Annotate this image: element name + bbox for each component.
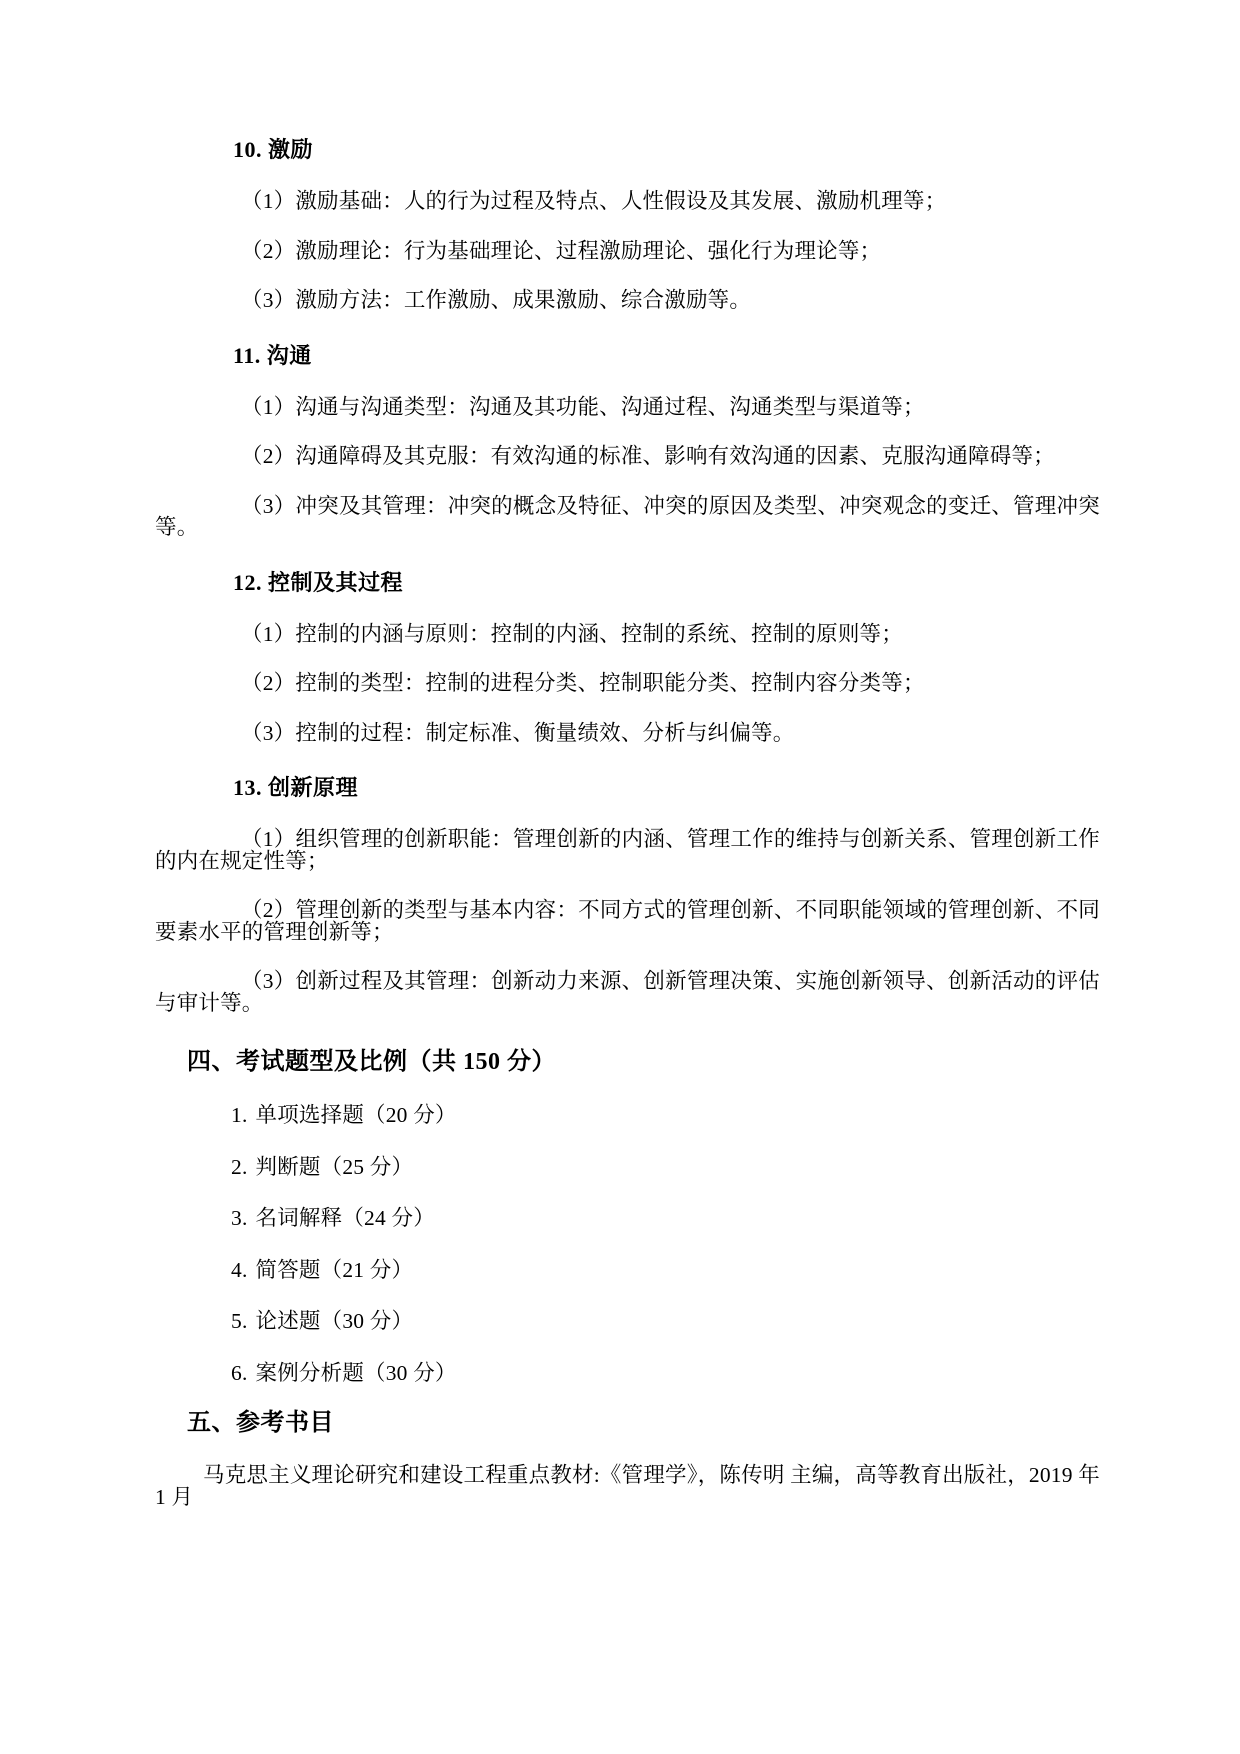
section-11-item-1: （1）沟通与沟通类型：沟通及其功能、沟通过程、沟通类型与渠道等； — [241, 394, 925, 419]
references-heading: 五、参考书目 — [187, 1410, 334, 1436]
exam-item-label: 案例分析题（30 分） — [255, 1360, 457, 1385]
section-12-item-1: （1）控制的内涵与原则：控制的内涵、控制的系统、控制的原则等； — [241, 621, 903, 646]
reference-entry: 马克思主义理论研究和建设工程重点教材:《管理学》，陈传明 主编，高等教育出版社，2019 年 1 月 — [155, 1463, 1100, 1509]
exam-item-number: 4. — [231, 1257, 248, 1282]
section-heading-11 — [155, 326, 1100, 383]
exam-item-number: 2. — [231, 1154, 248, 1179]
section-title: 激励 — [268, 137, 314, 162]
section-number: 10. — [233, 137, 262, 162]
section-number: 12. — [233, 569, 262, 595]
section-13-item-3: （3）创新过程及其管理：创新动力来源、创新管理决策、实施创新领导、创新活动的评估与审计等。 — [155, 969, 1100, 1015]
section-13-item-2: （2）管理创新的类型与基本内容：不同方式的管理创新、不同职能领域的管理创新、不同要素水平的管理创新等； — [155, 898, 1100, 944]
exam-item-label: 名词解释（24 分） — [255, 1206, 435, 1230]
section-13-item-1: （1）组织管理的创新职能：管理创新的内涵、管理工作的维持与创新关系、管理创新工作的内在规定性等； — [155, 827, 1100, 873]
exam-item-number: 5. — [231, 1309, 248, 1333]
section-heading-12 — [155, 553, 1100, 610]
exam-item-3 — [155, 1193, 1100, 1245]
section-title: 创新原理 — [268, 775, 359, 800]
section-heading-13 — [155, 758, 1100, 815]
exam-item-1 — [155, 1090, 1100, 1142]
exam-item-number: 3. — [231, 1206, 248, 1230]
section-12-item-2: （2）控制的类型：控制的进程分类、控制职能分类、控制内容分类等； — [241, 671, 925, 695]
exam-item-label: 论述题（30 分） — [255, 1309, 414, 1333]
exam-item-4 — [155, 1245, 1100, 1297]
section-number: 13. — [233, 775, 262, 800]
section-title: 沟通 — [266, 342, 312, 368]
section-title: 控制及其过程 — [268, 569, 404, 595]
section-12-item-3: （3）控制的过程：制定标准、衡量绩效、分析与纠偏等。 — [241, 720, 795, 745]
section-heading-10 — [155, 120, 1100, 177]
section-10-item-2: （2）激励理论：行为基础理论、过程激励理论、强化行为理论等； — [241, 238, 882, 263]
exam-item-5 — [155, 1296, 1100, 1348]
exam-item-label: 判断题（25 分） — [255, 1154, 414, 1179]
section-11-item-2: （2）沟通障碍及其克服：有效沟通的标准、影响有效沟通的因素、克服沟通障碍等； — [241, 444, 1055, 468]
exam-item-number: 1. — [231, 1103, 248, 1127]
section-10-item-3: （3）激励方法：工作激励、成果激励、综合激励等。 — [241, 288, 752, 312]
section-number: 11. — [233, 342, 261, 368]
section-11-item-3: （3）冲突及其管理：冲突的概念及特征、冲突的原因及类型、冲突观念的变迁、管理冲突等。 — [155, 493, 1100, 539]
exam-item-label: 单项选择题（20 分） — [255, 1103, 457, 1127]
exam-item-2 — [155, 1142, 1100, 1194]
exam-structure-heading: 四、考试题型及比例（共 150 分） — [187, 1049, 556, 1075]
section-10-item-1: （1）激励基础：人的行为过程及特点、人性假设及其发展、激励机理等； — [241, 189, 947, 213]
document-body — [155, 120, 1100, 1522]
exam-item-number: 6. — [231, 1360, 248, 1385]
exam-item-label: 简答题（21 分） — [255, 1257, 414, 1282]
exam-item-6 — [155, 1348, 1100, 1400]
